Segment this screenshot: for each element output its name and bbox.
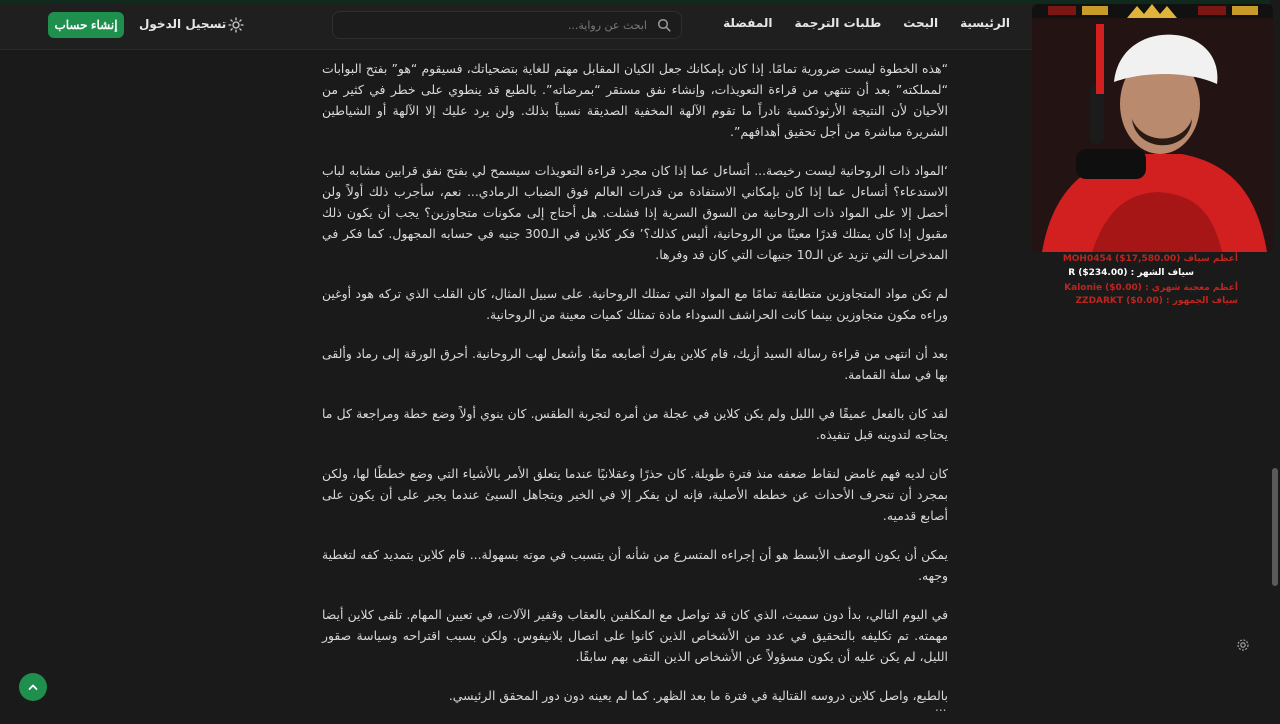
paragraph: ‘المواد ذات الروحانية ليست رخيصة... أتساءل عما إذا كان مجرد قراءة التعويذات سيسمح لي بفتح نفق قرابين مشابه لباب الاستدعاء؟ أتساءل عما إذا كان بإمكاني الاستفادة من قدرات العالم فوق الضباب الرمادي... نعم، سأجرب ذلك أولاً ولن أحصل إلا على المواد ذات الروحانية من السوق السرية إذا فشلت. هل أحتاج إلى مكونات متجاوزين؟ يجب أن يكون ذلك مقبول إذا كان يمتلك قدرًا معينًا من الروحانية، أليس كذلك؟’ فكر كلاين في الـ300 جنيه في حسابه المجهول. كما فكر في المدخرات التي تزيد عن الـ10 جنيهات التي كان قد وفرها. (322, 163, 948, 262)
nav-translation-requests[interactable]: طلبات الترجمة (794, 16, 882, 30)
search-bar (332, 11, 682, 39)
top-supporter-line: أعظم سياف (MOH0454 ($17,580.00 (1062, 254, 1238, 264)
paragraph: يمكن أن يكون الوصف الأبسط هو أن إجراءه المتسرع من شأنه أن يتسبب في موته بسهولة... قام كلاين بتمديد كفه لتغطية وجهه. (322, 547, 948, 583)
signup-button[interactable]: إنشاء حساب (48, 12, 124, 38)
chevron-up-icon (27, 681, 39, 693)
paragraph: لم تكن مواد المتجاوزين متطابقة تمامًا مع المواد التي تمتلك الروحانية. على سبيل المثال، كان القلب الذي تركه هود أوغين وراءه مكون متجاوزين بينما كانت الحراشف السوداء مادة تمتلك كميات معينة من الروحانية. (322, 286, 948, 322)
audience-supporter-line: سياف الجمهور : (ZZDARKT ($0.00 (1075, 296, 1238, 306)
scrollbar-thumb[interactable] (1272, 468, 1278, 586)
main-nav (723, 16, 1010, 30)
paragraph: لقد كان بالفعل عميقًا في الليل ولم يكن كلاين في عجلة من أمره لتجربة الطقس. كان ينوي أولاً وضع خطة ومراجعة كل ما يحتاجه لتدوينه قبل تنفيذه. (322, 406, 948, 442)
gear-icon[interactable] (1236, 638, 1250, 652)
top-fan-line: أعظم معجبة شهري : (Kalonie ($0.00 (1064, 283, 1238, 293)
supporters-overlay (1030, 252, 1278, 312)
paragraph: كان لديه فهم غامض لنقاط ضعفه منذ فترة طويلة. كان حذرًا وعقلانيًا عندما يتعلق الأمر بالأشياء التي وضع خططًا لها، ولكن بمجرد أن تنحرف الأحداث عن خططه الأصلية، فإنه لن يفكر إلا في الخير ويتجاهل السيئ عندما يجبر على أن يكون على أصابع قدميه. (322, 466, 948, 523)
paragraph: “هذه الخطوة ليست ضرورية تمامًا. إذا كان بإمكانك جعل الكيان المقابل مهتم للغاية بتضحياتك، فسيقوم “هو” بفتح البوابات “لمملكته” بعد أن تنتهي من قراءة التعويذات، وإنشاء نفق مستقر “بمرضاته”. بالطبع قد ينطوي على خطر في كثير من الأحيان لأن النتيجة الأرثوذكسية نادراً ما تقوم الآلهة المخفية الصديقة نسبياً بذلك. ولن يرد عليك إلا الآلهة أو الشياطين الشريرة مباشرة من أجل تحقيق أهدافهم”. (322, 61, 948, 139)
chapter-content (322, 58, 948, 724)
nav-search[interactable]: البحث (903, 16, 939, 30)
nav-favorites[interactable]: المفضلة (723, 16, 773, 30)
streamer-webcam-image (1032, 4, 1273, 252)
paragraph: في اليوم التالي، بدأ دون سميث، الذي كان قد تواصل مع المكلفين بالعقاب وقفير الآلات، في تعيين المهام. تلقى كلاين أيضا مهمته. تم تكليفه بالتحقيق في عدد من الأشخاص الذين كانوا على اتصال بلانيفوس. ولكن بسبب اقتراحه وسياسة صقور الليل، لم يكن عليه أن يكون مسؤولاً عن الأشخاص الذين التقى بهم سابقًا. (322, 607, 948, 664)
topbar-accent-strip (0, 0, 1280, 3)
supporter-of-month-line: سياف الشهر : (R ($234.00 (1068, 268, 1194, 278)
nav-home[interactable]: الرئيسية (960, 16, 1010, 30)
search-icon[interactable] (657, 18, 671, 32)
search-input[interactable] (343, 18, 649, 33)
sun-icon[interactable] (228, 17, 244, 33)
login-link[interactable]: تسجيل الدخول (139, 17, 227, 31)
paragraph: بعد أن انتهى من قراءة رسالة السيد أزيك، قام كلاين بفرك أصابعه معًا وأشعل لهب الروحانية. أحرق الورقة إلى رماد وألقى بها في سلة القمامة. (322, 346, 948, 382)
continuation-ellipsis: ... (935, 700, 947, 714)
scroll-to-top-button[interactable] (19, 673, 47, 701)
webcam-overlay (1032, 4, 1273, 252)
paragraph: بالطبع، واصل كلاين دروسه القتالية في فترة ما بعد الظهر. كما لم يعينه دون دور المحقق الرئيسي. (448, 688, 948, 703)
